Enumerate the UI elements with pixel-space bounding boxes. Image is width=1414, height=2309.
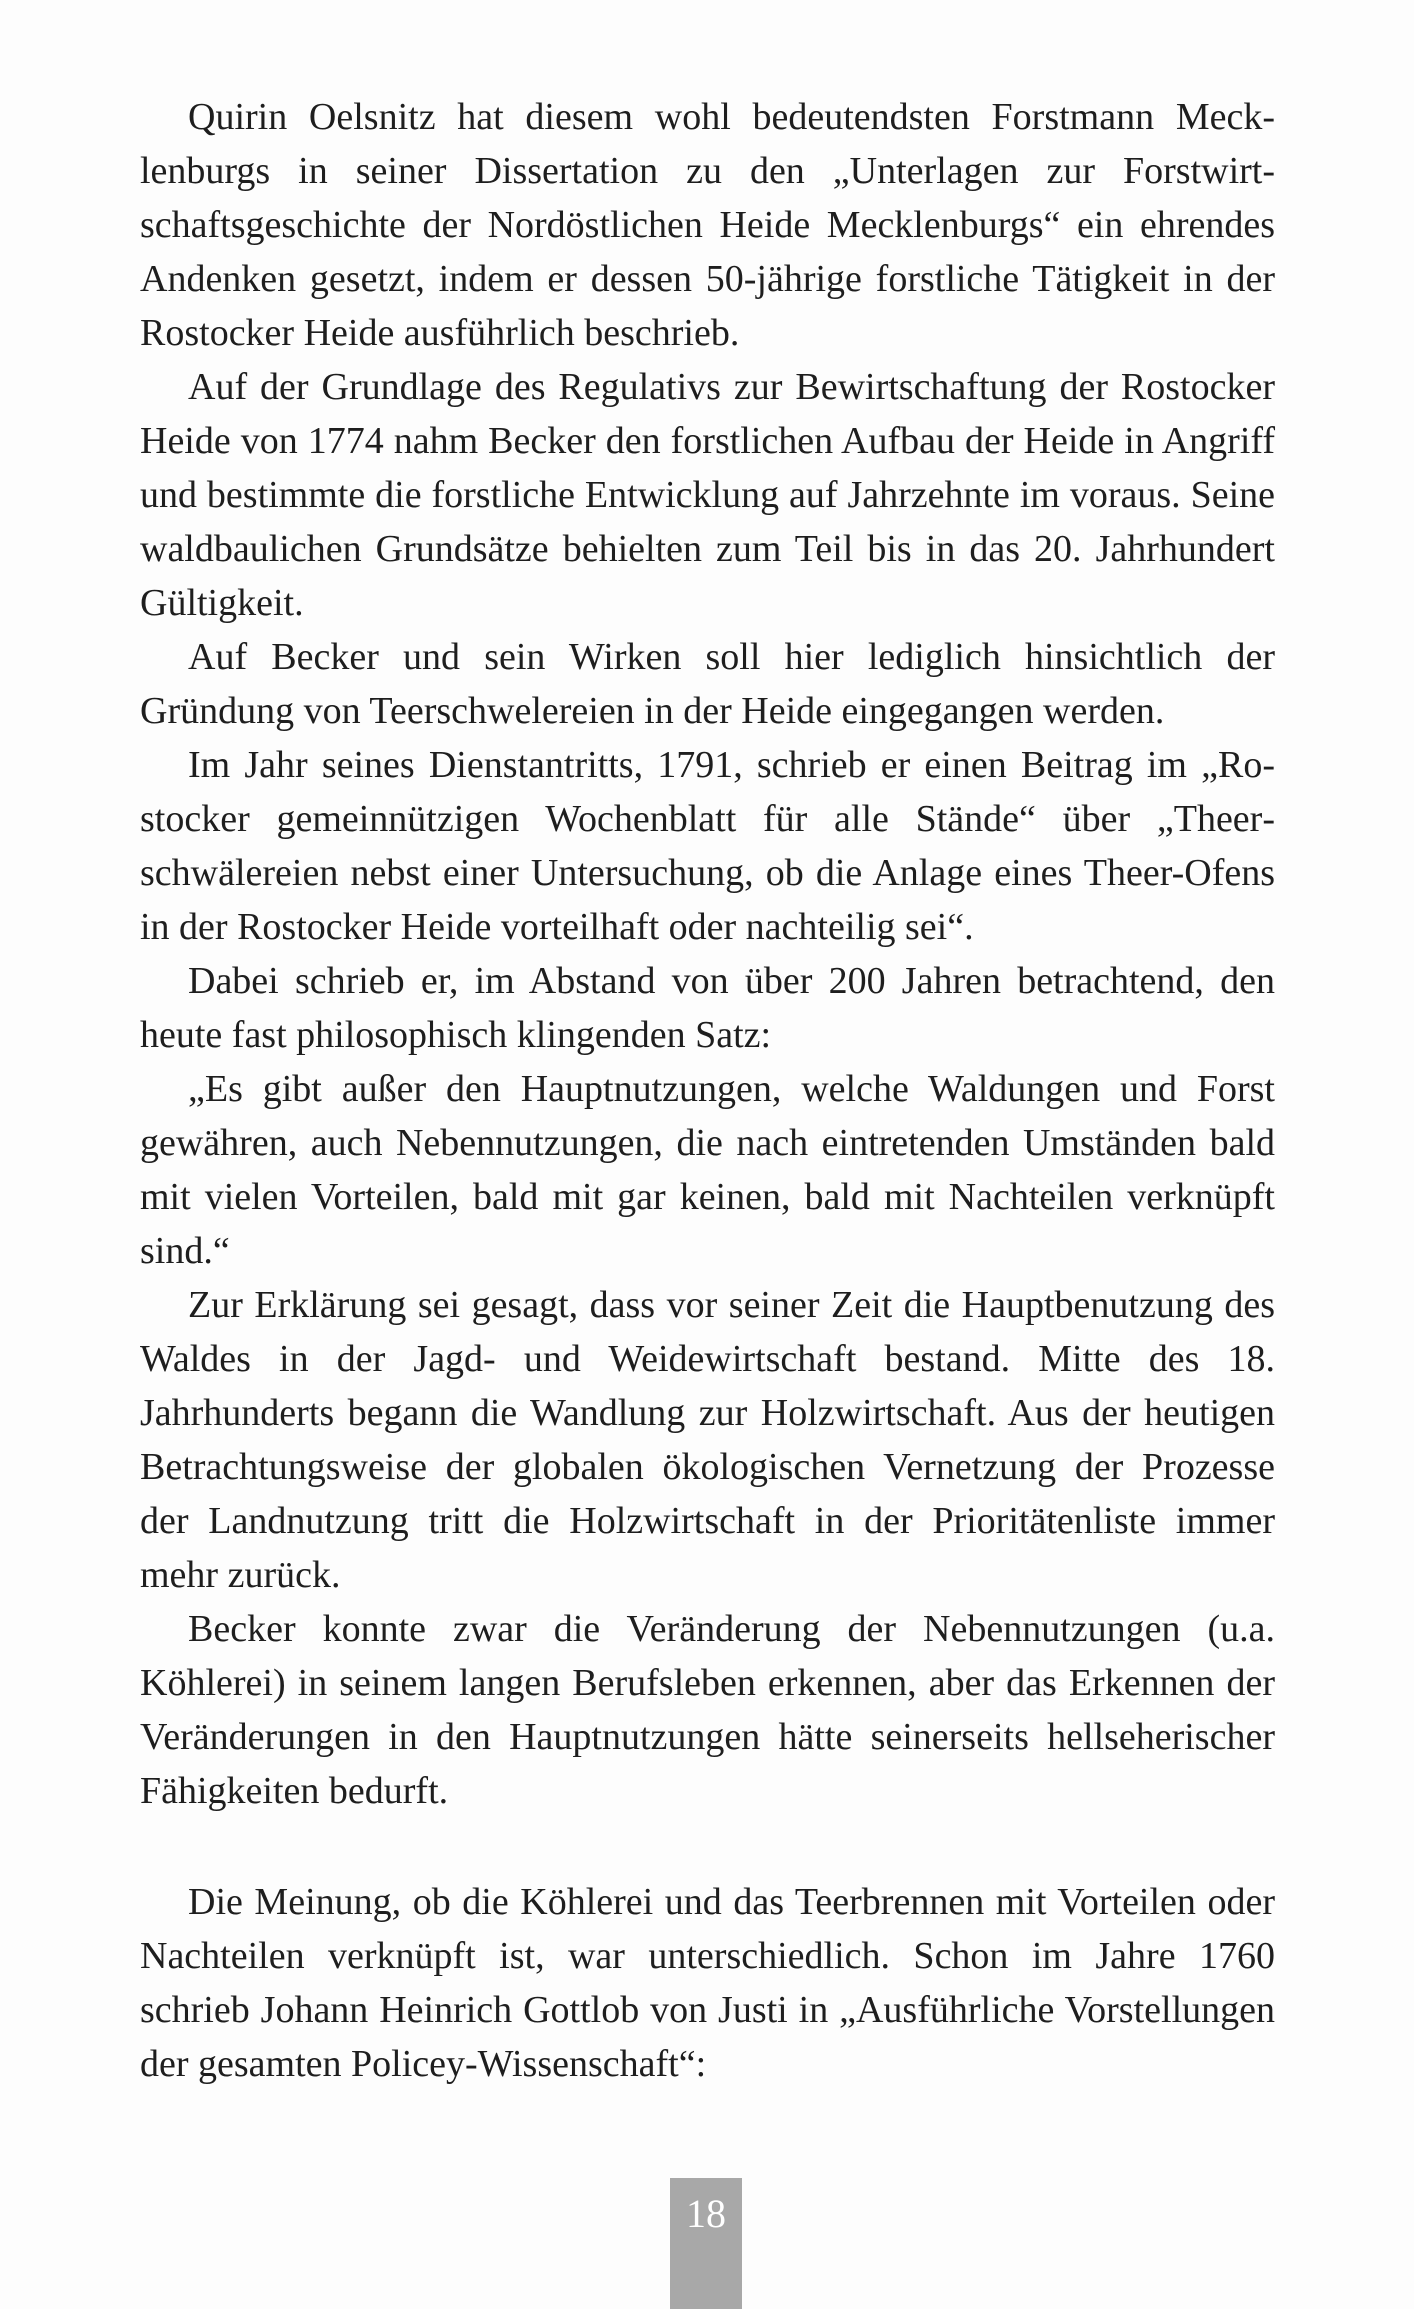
second-text-block	[140, 1875, 1275, 2091]
paragraph: Im Jahr seines Dienstantritts, 1791, schrieb er einen Beitrag im „Rostocker gemeinnützigen Wochenblatt für alle Stände“ über „Theerschwälereien nebst einer Untersuchung, ob die Anlage eines Theer-Ofens in der Rostocker Heide vorteilhaft oder nachteilig sei“.	[140, 744, 1275, 948]
paragraph: Auf Becker und sein Wirken soll hier lediglich hinsichtlich der Gründung von Teerschwelereien in der Heide eingegangen werden.	[140, 636, 1275, 732]
page-number: 18	[670, 2178, 742, 2309]
paragraph: Becker konnte zwar die Veränderung der Nebennutzungen (u.a. Köhlerei) in seinem langen Berufsleben erkennen, aber das Erkennen der Veränderungen in den Hauptnutzungen hätte seinerseits hellseherischer Fähigkeiten bedurft.	[140, 1608, 1275, 1812]
paragraph: Die Meinung, ob die Köhlerei und das Teerbrennen mit Vorteilen oder Nachteilen verknüpft ist, war unterschiedlich. Schon im Jahre 1760 schrieb Johann Heinrich Gottlob von Justi in „Ausführliche Vorstellungen der gesamten Policey-Wissenschaft“:	[140, 1881, 1275, 2085]
paragraph: Auf der Grundlage des Regulativs zur Bewirtschaftung der Rostocker Heide von 1774 nahm Becker den forstlichen Aufbau der Heide in Angriff und bestimmte die forstliche Entwicklung auf Jahrzehnte im voraus. Seine waldbaulichen Grundsätze behielten zum Teil bis in das 20. Jahrhundert Gültigkeit.	[140, 366, 1275, 624]
paragraph: Quirin Oelsnitz hat diesem wohl bedeutendsten Forstmann Mecklenburgs in seiner Dissertation zu den „Unterlagen zur Forstwirtschaftsgeschichte der Nordöstlichen Heide Mecklenburgs“ ein ehrendes Andenken gesetzt, indem er dessen 50-jährige forstliche Tätigkeit in der Rostocker Heide ausführlich beschrieb.	[140, 96, 1275, 354]
quotation-paragraph: „Es gibt außer den Hauptnutzungen, welche Waldungen und Forst gewähren, auch Nebennutzungen, die nach eintretenden Umständen bald mit vielen Vorteilen, bald mit gar keinen, bald mit Nachteilen verknüpft sind.“	[140, 1068, 1275, 1272]
main-text-block	[140, 90, 1275, 1818]
paragraph: Dabei schrieb er, im Abstand von über 200 Jahren betrachtend, den heute fast philosophisch klingenden Satz:	[140, 960, 1275, 1056]
paragraph: Zur Erklärung sei gesagt, dass vor seiner Zeit die Hauptbenutzung des Waldes in der Jagd- und Weidewirtschaft bestand. Mitte des 18. Jahrhunderts begann die Wandlung zur Holzwirtschaft. Aus der heutigen Betrachtungsweise der globalen ökologischen Vernetzung der Prozesse der Landnutzung tritt die Holzwirtschaft in der Prioritätenliste immer mehr zurück.	[140, 1284, 1275, 1596]
